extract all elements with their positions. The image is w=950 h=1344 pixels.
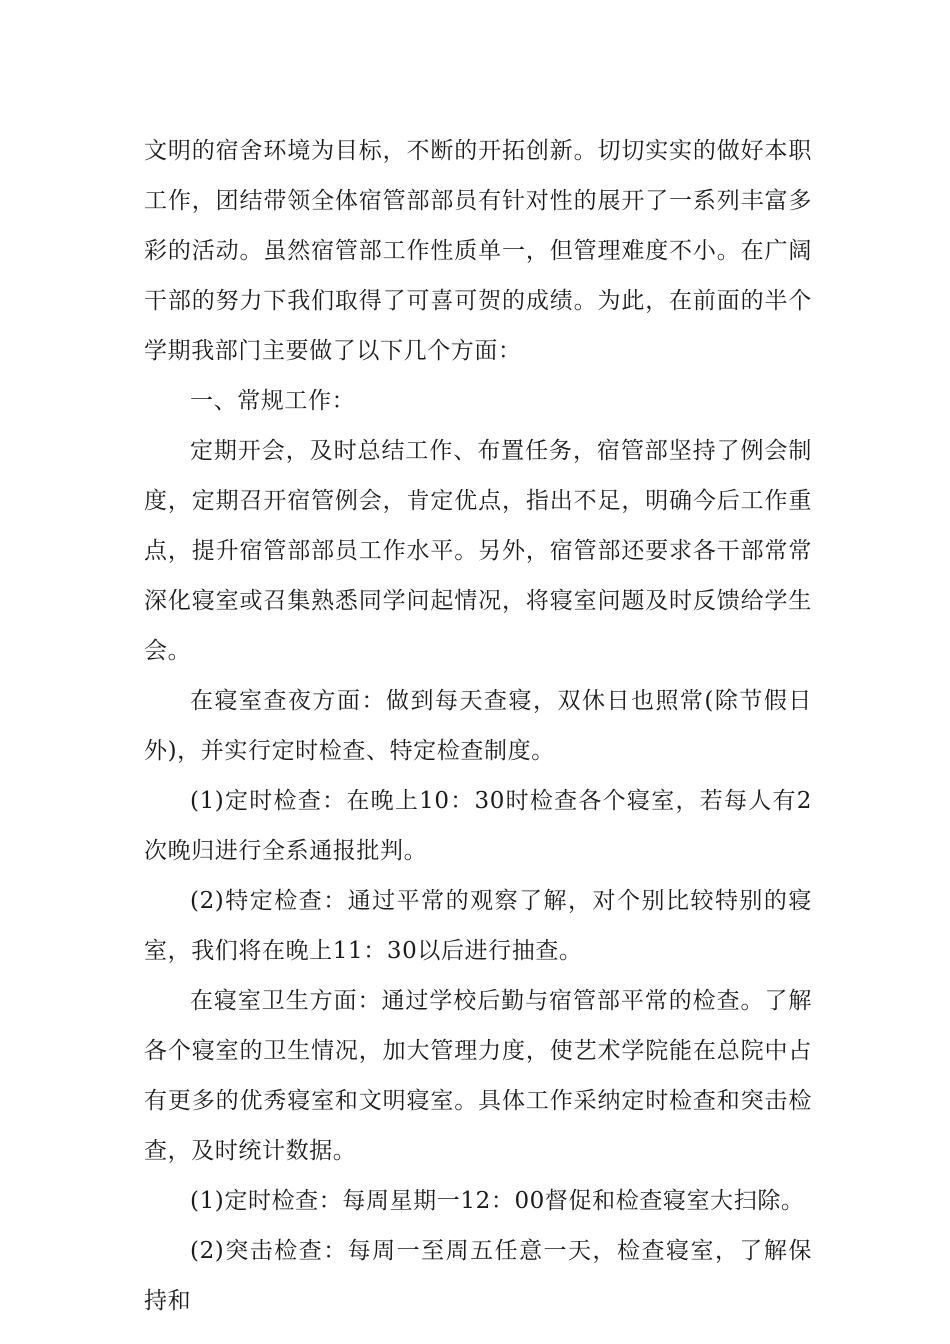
body-paragraph-hygiene: 在寝室卫生方面：通过学校后勤与宿管部平常的检查。了解各个寝室的卫生情况，加大管理力度，使艺术学院能在总院中占有更多的优秀寝室和文明寝室。具体工作采纳定时检查和突击检查，及时统计数据。 bbox=[144, 988, 812, 1164]
body-paragraph-meetings: 定期开会，及时总结工作、布置任务，宿管部坚持了例会制度，定期召开宿管例会，肯定优点，指出不足，明确今后工作重点，提升宿管部部员工作水平。另外，宿管部还要求各干部常常深化寝室或召集熟悉同学问起情况，将寝室问题及时反馈给学生会。 bbox=[144, 438, 812, 664]
body-paragraph-intro: 文明的宿舍环境为目标，不断的开拓创新。切切实实的做好本职工作，团结带领全体宿管部部员有针对性的展开了一系列丰富多彩的活动。虽然宿管部工作性质单一，但管理难度不小。在广阔干部的努力下我们取得了可喜可贺的成绩。为此，在前面的半个学期我部门主要做了以下几个方面： bbox=[144, 138, 812, 364]
document-body bbox=[144, 126, 812, 1326]
section-heading-routine-work: 一、常规工作： bbox=[190, 388, 356, 414]
body-paragraph-night-check: 在寝室查夜方面：做到每天查寝，双休日也照常(除节假日外)，并实行定时检查、特定检查制度。 bbox=[144, 688, 812, 764]
list-item-scheduled-check: (1)定时检查：在晚上10：30时检查各个寝室，若每人有2次晚归进行全系通报批判。 bbox=[144, 788, 812, 864]
list-item-surprise-check: (2)突击检查：每周一至周五任意一天，检查寝室，了解保持和 bbox=[144, 1238, 812, 1314]
list-item-weekly-cleaning: (1)定时检查：每周星期一12：00督促和检查寝室大扫除。 bbox=[190, 1188, 805, 1214]
list-item-special-check: (2)特定检查：通过平常的观察了解，对个别比较特别的寝室，我们将在晚上11：30以后进行抽查。 bbox=[144, 888, 812, 964]
